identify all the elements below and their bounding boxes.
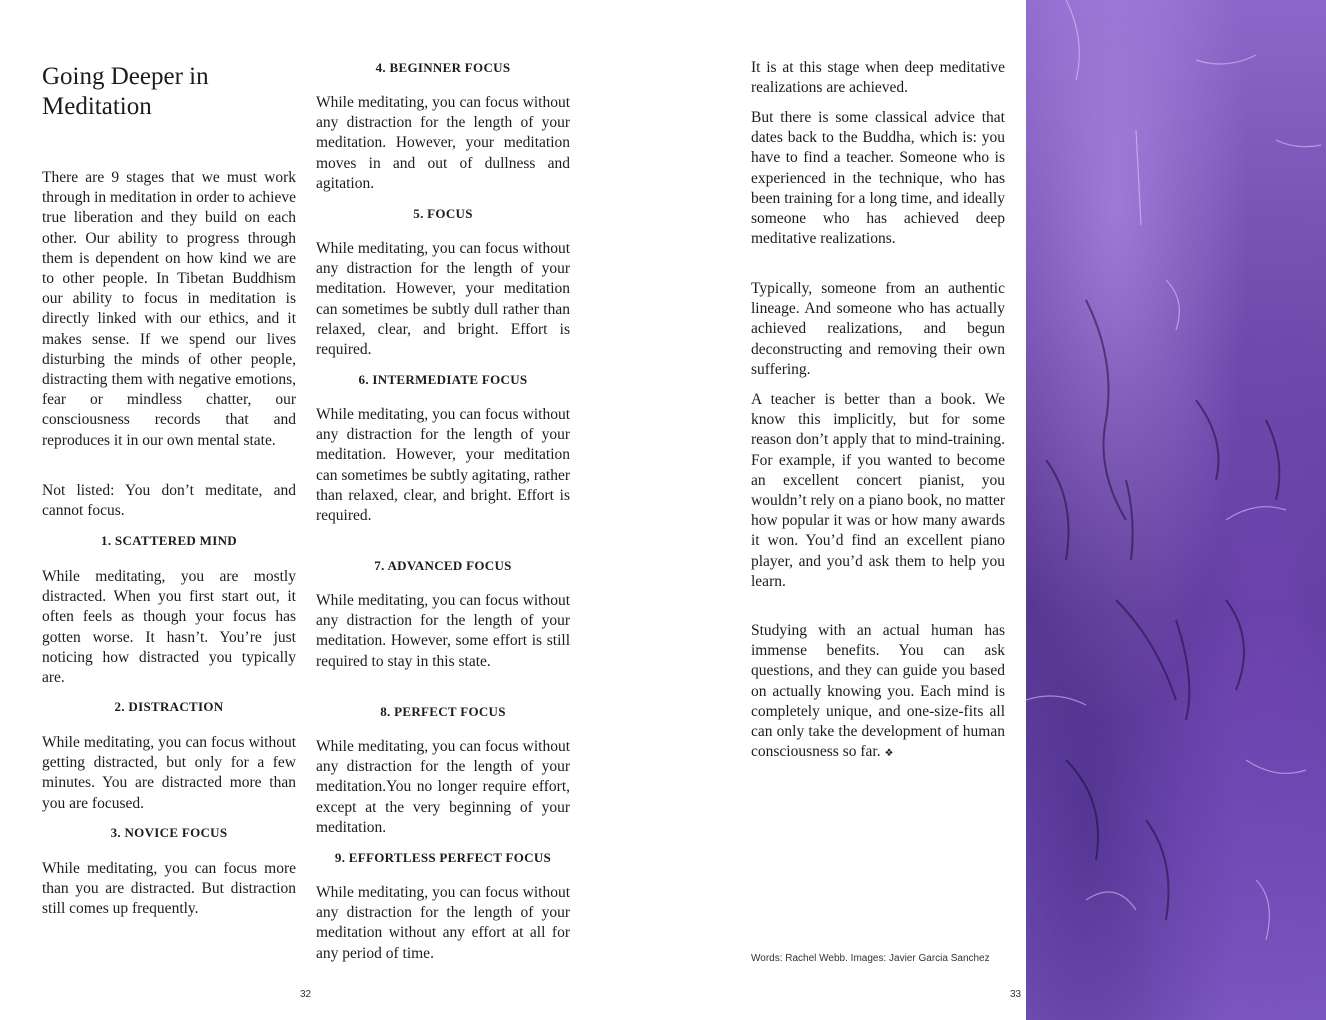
stage-8-text: While meditating, you can focus without any distraction for the length of your meditation.You no longer require effort, except at the very beginning of your meditation. [316,738,570,836]
right-paragraph-4: A teacher is better than a book. We know this implicitly, but for some reason don’t apply that to mind-training. For example, if you wanted to become an excellent concert pianist, you wouldn’t rely on a piano book, no matter how popular it was or how many awards it won. You’d find an excellent piano player, and you’d ask them to help you learn. [751,391,1005,590]
stage-6-heading: 6. INTERMEDIATE FOCUS [358,372,528,387]
stage-5-text: While meditating, you can focus without any distraction for the length of your meditation. However, your meditation can sometimes be subtly dull rather than relaxed, clear, and bright. Effort is required. [316,240,570,359]
stage-3-heading: 3. NOVICE FOCUS [110,825,228,840]
right-paragraph-2: But there is some classical advice that dates back to the Buddha, which is: you have to find a teacher. Someone who is experienced in the technique, who has been training for a long time, and ideally someone who has achieved deep meditative realizations. [751,109,1005,248]
stage-5-heading: 5. FOCUS [413,206,473,221]
stage-1-heading: 1. SCATTERED MIND [101,533,237,548]
stage-9-text: While meditating, you can focus without any distraction for the length of your meditation without any effort at all for any period of time. [316,884,570,962]
stage-1-text: While meditating, you are mostly distracted. When you first start out, it often feels as though your focus has gotten worse. It hasn’t. You’re just noticing how distracted you typically are. [42,568,296,687]
intro-paragraph: There are 9 stages that we must work through in meditation in order to achieve true liberation and they build on each other. Our ability to progress through them is dependent on how kind we are to other people. In Tibetan Buddhism our ability to focus in meditation is directly linked with our ethics, and it makes sense. If we spend our lives disturbing the minds of other people, distracting them with negative emotions, fear or mindless chatter, our consciousness records that and reproduces it in our own mental state. [42,169,296,449]
page-number-right: 33 [1010,989,1022,1000]
stage-3-text: While meditating, you can focus more than you are distracted. But distraction still comes up frequently. [42,860,296,918]
stage-2-text: While meditating, you can focus without getting distracted, but only for a few minutes. You are distracted more than you are focused. [42,734,296,812]
right-paragraph-3: Typically, someone from an authentic lineage. And someone who has actually achieved realizations, and begun deconstructing and removing their own suffering. [751,280,1005,378]
right-paragraph-5-text: Studying with an actual human has immense benefits. You can ask questions, and they can guide you based on actually knowing you. Each mind is completely unique, and one-size-fits all can only take the development of human consciousness so far. [751,622,1005,761]
right-paragraph-1: It is at this stage when deep meditative realizations are achieved. [751,59,1005,97]
stage-4-text: While meditating, you can focus without any distraction for the length of your meditation. However, your meditation moves in and out of dullness and agitation. [316,94,570,192]
end-mark-icon: ❖ [884,748,894,760]
stage-6-text: While meditating, you can focus without any distraction for the length of your meditation. However, your meditation can sometimes be subtly agitating, rather than relaxed, clear, and bright. Effort is required. [316,406,570,525]
stage-9-heading: 9. EFFORTLESS PERFECT FOCUS [334,850,552,865]
right-paragraph-5 [751,621,1005,764]
texture-fibers [1026,0,1326,1020]
stage-4-heading: 4. BEGINNER FOCUS [375,60,511,75]
stage-8-heading: 8. PERFECT FOCUS [380,704,506,719]
not-listed-note: Not listed: You don’t meditate, and cannot focus. [42,482,296,520]
credit-line: Words: Rachel Webb. Images: Javier Garcia Sanchez [751,953,990,964]
purple-paper-texture-image [1026,0,1326,1020]
stage-7-text: While meditating, you can focus without any distraction for the length of your meditation. However, some effort is still required to stay in this state. [316,592,570,670]
page-number-left: 32 [300,989,312,1000]
article-title: Going Deeper in Meditation [42,63,209,120]
stage-2-heading: 2. DISTRACTION [114,699,224,714]
stage-7-heading: 7. ADVANCED FOCUS [374,558,512,573]
